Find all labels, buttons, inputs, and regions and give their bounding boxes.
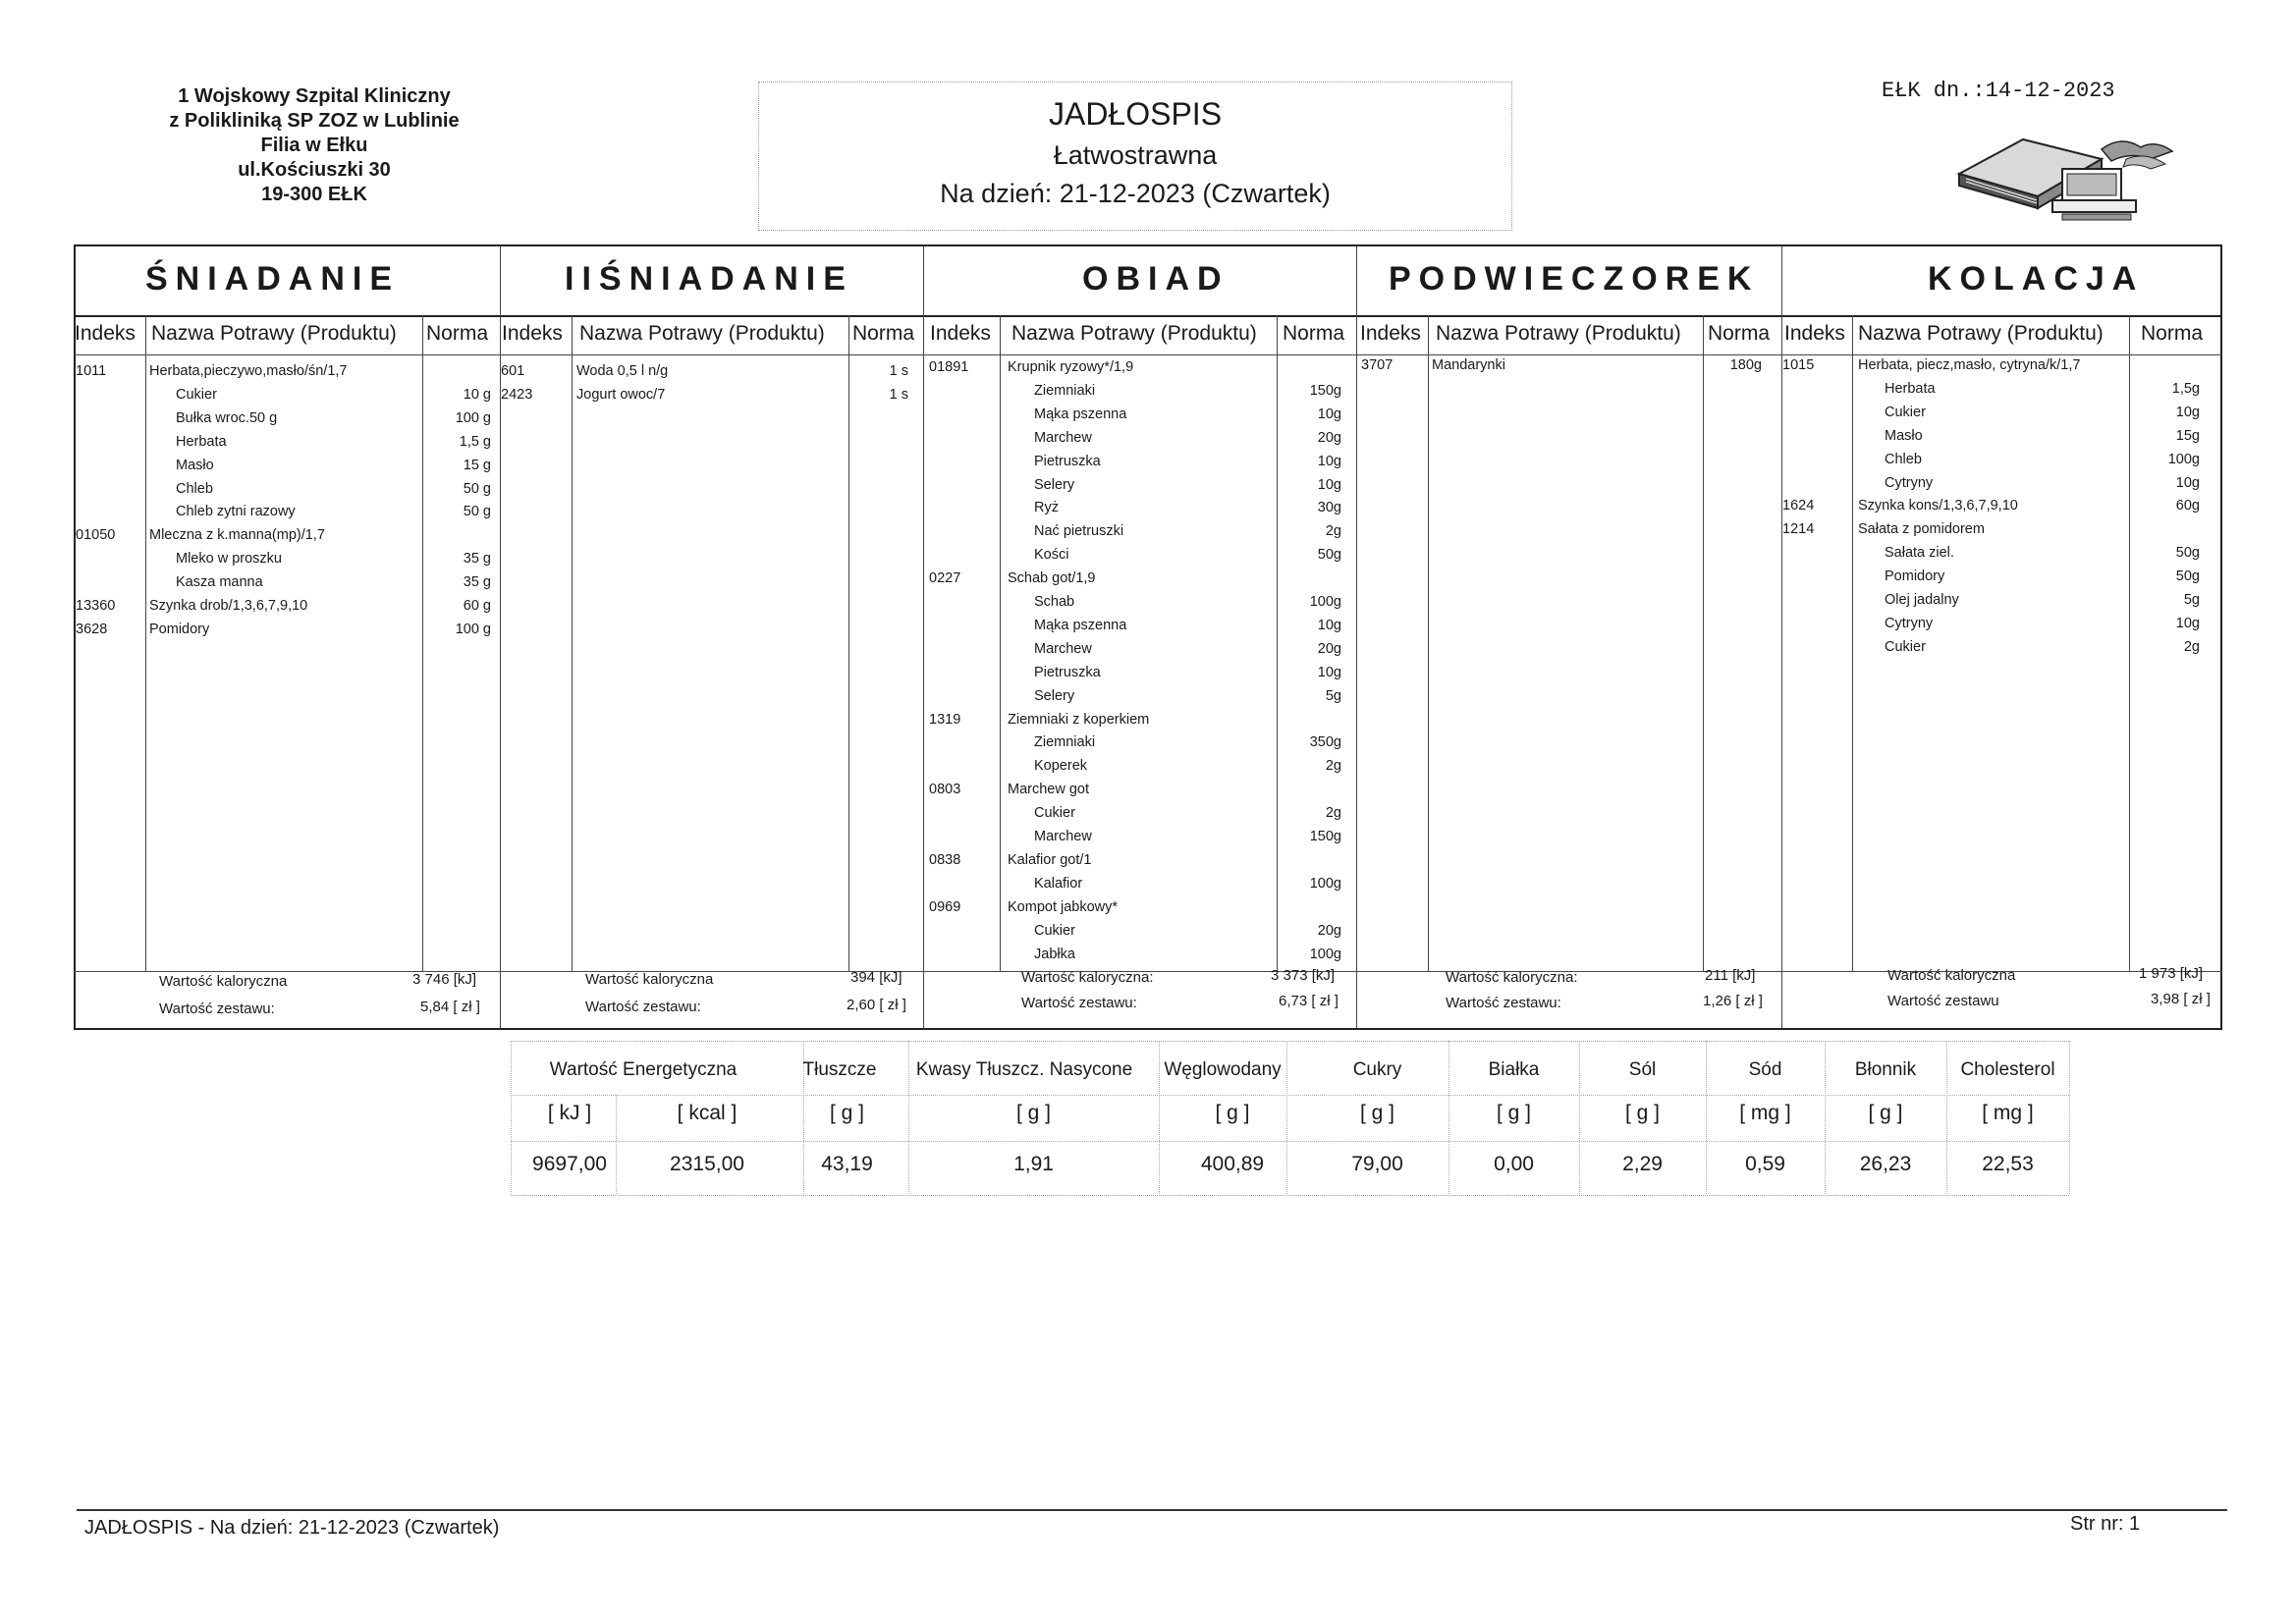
col-header-name: Nazwa Potrawy (Produktu) xyxy=(1011,322,1257,345)
dish-name: Herbata, piecz,masło, cytryna/k/1,7 xyxy=(1858,357,2081,373)
cost-label: Wartość zestawu: xyxy=(1446,995,1561,1011)
nutr-value-fiber: 26,23 xyxy=(1859,1153,1912,1175)
dish-name: Kompot jabkowy* xyxy=(1008,899,1119,915)
row-norm: 30g xyxy=(1317,500,1341,515)
nutr-unit: [ mg ] xyxy=(1982,1102,2034,1124)
ingredient-name: Cukier xyxy=(1885,639,1926,655)
row-norm: 20g xyxy=(1317,641,1341,657)
ingredient-name: Pietruszka xyxy=(1034,454,1101,469)
nutr-value-fat: 43,19 xyxy=(821,1153,873,1175)
row-norm: 10 g xyxy=(463,387,491,403)
ingredient-name: Cytryny xyxy=(1885,616,1934,631)
nutr-unit: [ g ] xyxy=(1015,1102,1052,1124)
ingredient-name: Marchew xyxy=(1034,641,1092,657)
row-index: 0838 xyxy=(929,852,961,868)
kcal-label: Wartość kaloryczna xyxy=(1887,967,2016,984)
col-header-index: Indeks xyxy=(1360,322,1421,345)
row-norm: 2g xyxy=(1325,758,1341,774)
row-norm: 60g xyxy=(2175,498,2200,514)
row-norm: 15g xyxy=(2175,428,2200,444)
row-norm: 10g xyxy=(1317,406,1341,422)
ingredient-name: Cukier xyxy=(1885,405,1926,420)
row-norm: 35 g xyxy=(463,574,491,590)
row-norm: 10g xyxy=(1317,618,1341,633)
row-norm: 150g xyxy=(1309,829,1341,844)
ingredient-name: Cukier xyxy=(176,387,217,403)
kcal-value: 3 373 [kJ] xyxy=(1271,967,1336,984)
nutr-unit: [ g ] xyxy=(1868,1102,1903,1124)
dish-name: Schab got/1,9 xyxy=(1008,570,1096,586)
title-box xyxy=(758,81,1512,231)
nutr-unit: [ g ] xyxy=(1215,1102,1250,1124)
ingredient-name: Chleb xyxy=(176,481,213,497)
row-norm: 50g xyxy=(2175,545,2200,561)
row-norm: 1 s xyxy=(889,387,908,403)
row-norm: 35 g xyxy=(463,551,491,567)
footer-divider xyxy=(77,1509,2227,1511)
row-norm: 10g xyxy=(2175,405,2200,420)
kcal-value: 3 746 [kJ] xyxy=(412,971,477,988)
cost-label: Wartość zestawu xyxy=(1887,993,1999,1009)
dish-name: Mandarynki xyxy=(1432,357,1505,373)
row-norm: 50 g xyxy=(463,504,491,519)
ingredient-name: Cytryny xyxy=(1885,475,1934,491)
nutr-header-cholesterol: Cholesterol xyxy=(1960,1059,2055,1080)
nutr-header-energy: Wartość Energetyczna xyxy=(549,1059,738,1080)
cost-label: Wartość zestawu: xyxy=(585,999,701,1015)
ingredient-name: Schab xyxy=(1034,594,1075,610)
row-norm: 100g xyxy=(2167,452,2200,467)
row-index: 13360 xyxy=(76,598,116,614)
row-index: 1624 xyxy=(1782,498,1815,514)
row-norm: 10g xyxy=(2175,475,2200,491)
row-norm: 100g xyxy=(1309,594,1341,610)
nutr-value-sugars: 79,00 xyxy=(1351,1153,1403,1175)
col-header-name: Nazwa Potrawy (Produktu) xyxy=(1436,322,1681,345)
col-header-name: Nazwa Potrawy (Produktu) xyxy=(151,322,397,345)
cost-value: 1,26 [ zł ] xyxy=(1703,993,1763,1009)
menu-date: Na dzień: 21-12-2023 (Czwartek) xyxy=(940,179,1331,208)
kcal-label: Wartość kaloryczna: xyxy=(1021,969,1154,986)
row-norm: 10g xyxy=(1317,454,1341,469)
nutr-header-protein: Białka xyxy=(1488,1059,1540,1080)
dish-name: Pomidory xyxy=(149,622,210,637)
ingredient-name: Ziemniaki xyxy=(1034,734,1096,750)
hospital-line3: Filia w Ełku xyxy=(260,135,368,156)
kcal-label: Wartość kaloryczna xyxy=(159,973,288,990)
nutr-header-saturated: Kwasy Tłuszcz. Nasycone xyxy=(915,1059,1133,1080)
ingredient-name: Marchew xyxy=(1034,430,1092,446)
meal-title-obiad: OBIAD xyxy=(1082,260,1230,298)
kcal-label: Wartość kaloryczna xyxy=(585,971,714,988)
ingredient-name: Kości xyxy=(1034,547,1069,563)
row-norm: 20g xyxy=(1317,430,1341,446)
ingredient-name: Masło xyxy=(176,458,214,473)
meal-title-kolacja: KOLACJA xyxy=(1928,260,2145,298)
ingredient-name: Mąka pszenna xyxy=(1034,406,1127,422)
ingredient-name: Herbata xyxy=(176,434,227,450)
dish-name: Herbata,pieczywo,masło/śn/1,7 xyxy=(149,363,348,379)
col-header-index: Indeks xyxy=(502,322,563,345)
row-norm: 2g xyxy=(1325,805,1341,821)
nutr-value-cholesterol: 22,53 xyxy=(1982,1153,2034,1175)
ingredient-name: Sałata ziel. xyxy=(1885,545,1954,561)
row-norm: 5g xyxy=(1325,688,1341,704)
row-index: 3707 xyxy=(1361,357,1394,373)
kcal-value: 211 [kJ] xyxy=(1705,967,1756,984)
kcal-value: 394 [kJ] xyxy=(850,969,902,986)
cost-label: Wartość zestawu: xyxy=(1021,995,1137,1011)
ingredient-name: Selery xyxy=(1034,477,1075,493)
dish-name: Mleczna z k.manna(mp)/1,7 xyxy=(149,527,325,543)
cost-value: 3,98 [ zł ] xyxy=(2151,991,2211,1007)
hospital-line5: 19-300 EŁK xyxy=(261,184,367,205)
nutr-header-carbs: Węglowodany xyxy=(1164,1059,1282,1080)
row-norm: 100g xyxy=(1309,876,1341,892)
row-norm: 50g xyxy=(1317,547,1341,563)
row-norm: 350g xyxy=(1309,734,1341,750)
dish-name: Szynka kons/1,3,6,7,9,10 xyxy=(1858,498,2018,514)
dish-name: Szynka drob/1,3,6,7,9,10 xyxy=(149,598,308,614)
cost-value: 6,73 [ zł ] xyxy=(1279,993,1339,1009)
row-norm: 1,5g xyxy=(2171,381,2200,397)
row-norm: 150g xyxy=(1309,383,1341,399)
row-index: 0227 xyxy=(929,570,961,586)
col-header-index: Indeks xyxy=(1784,322,1845,345)
nutr-unit: [ mg ] xyxy=(1739,1102,1791,1124)
book-computer-icon xyxy=(1954,130,2180,228)
nutr-header-salt: Sól xyxy=(1628,1059,1657,1080)
row-index: 0803 xyxy=(929,782,961,797)
row-norm: 50g xyxy=(2175,568,2200,584)
nutr-value-kcal: 2315,00 xyxy=(670,1153,744,1175)
ingredient-name: Koperek xyxy=(1034,758,1088,774)
row-norm: 2g xyxy=(1325,523,1341,539)
cost-value: 5,84 [ zł ] xyxy=(420,999,480,1015)
nutr-value-kj: 9697,00 xyxy=(532,1153,607,1175)
dish-name: Sałata z pomidorem xyxy=(1858,521,1985,537)
nutr-unit: [ g ] xyxy=(1624,1102,1661,1124)
ingredient-name: Pomidory xyxy=(1885,568,1945,584)
row-index: 601 xyxy=(501,363,525,379)
row-index: 2423 xyxy=(501,387,533,403)
row-norm: 1,5 g xyxy=(459,434,491,450)
nutr-header-fiber: Błonnik xyxy=(1854,1059,1917,1080)
meal-title-iisniadanie: IIŚNIADANIE xyxy=(565,260,853,298)
ingredient-name: Cukier xyxy=(1034,923,1075,939)
ingredient-name: Chleb xyxy=(1885,452,1922,467)
row-norm: 10g xyxy=(1317,665,1341,680)
row-norm: 10g xyxy=(2175,616,2200,631)
ingredient-name: Kalafior xyxy=(1034,876,1083,892)
ingredient-name: Herbata xyxy=(1885,381,1936,397)
col-header-norm: Norma xyxy=(1283,322,1345,345)
ingredient-name: Mąka pszenna xyxy=(1034,618,1127,633)
nutr-unit: [ g ] xyxy=(1496,1102,1532,1124)
row-norm: 1 s xyxy=(889,363,908,379)
row-norm: 60 g xyxy=(463,598,491,614)
row-norm: 50 g xyxy=(463,481,491,497)
nutr-value-salt: 2,29 xyxy=(1622,1153,1663,1175)
ingredient-name: Jabłka xyxy=(1034,947,1075,962)
ingredient-name: Cukier xyxy=(1034,805,1075,821)
dish-name: Krupnik ryzowy*/1,9 xyxy=(1008,359,1134,375)
row-norm: 15 g xyxy=(463,458,491,473)
ingredient-name: Chleb zytni razowy xyxy=(176,504,296,519)
ingredient-name: Nać pietruszki xyxy=(1034,523,1124,539)
ingredient-name: Ryż xyxy=(1034,500,1059,515)
kcal-label: Wartość kaloryczna: xyxy=(1446,969,1578,986)
issue-date: EŁK dn.:14-12-2023 xyxy=(1882,79,2115,103)
cost-label: Wartość zestawu: xyxy=(159,1001,275,1017)
page-number: Str nr: 1 xyxy=(2070,1513,2141,1535)
nutr-header-sugars: Cukry xyxy=(1352,1059,1402,1080)
dish-name: Marchew got xyxy=(1008,782,1090,797)
nutr-value-protein: 0,00 xyxy=(1494,1153,1534,1175)
ingredient-name: Selery xyxy=(1034,688,1075,704)
row-index: 1011 xyxy=(76,363,107,379)
ingredient-name: Pietruszka xyxy=(1034,665,1101,680)
ingredient-name: Bułka wroc.50 g xyxy=(176,410,278,426)
nutr-unit: [ kJ ] xyxy=(547,1102,592,1124)
dish-name: Kalafior got/1 xyxy=(1008,852,1092,868)
row-index: 0969 xyxy=(929,899,961,915)
hospital-line4: ul.Kościuszki 30 xyxy=(238,159,391,181)
nutr-unit: [ g ] xyxy=(829,1102,865,1124)
nutr-header-sodium: Sód xyxy=(1748,1059,1782,1080)
row-norm: 2g xyxy=(2183,639,2200,655)
ingredient-name: Olej jadalny xyxy=(1885,592,1959,608)
row-norm: 100 g xyxy=(455,410,491,426)
row-norm: 180g xyxy=(1729,357,1762,373)
footer-date: JADŁOSPIS - Na dzień: 21-12-2023 (Czwartek) xyxy=(84,1517,500,1539)
row-index: 01891 xyxy=(929,359,969,375)
meal-title-sniadanie: ŚNIADANIE xyxy=(145,260,401,298)
dish-name: Ziemniaki z koperkiem xyxy=(1008,712,1150,728)
row-index: 1319 xyxy=(929,712,961,728)
row-index: 1015 xyxy=(1782,357,1815,373)
col-header-index: Indeks xyxy=(75,322,136,345)
hospital-line2: z Polikliniką SP ZOZ w Lublinie xyxy=(169,110,460,132)
row-index: 1214 xyxy=(1782,521,1815,537)
row-index: 3628 xyxy=(76,622,108,637)
dish-name: Woda 0,5 l n/g xyxy=(576,363,669,379)
row-norm: 100g xyxy=(1309,947,1341,962)
col-header-name: Nazwa Potrawy (Produktu) xyxy=(579,322,825,345)
nutr-value-carbs: 400,89 xyxy=(1200,1153,1265,1175)
row-norm: 20g xyxy=(1317,923,1341,939)
nutr-value-sodium: 0,59 xyxy=(1745,1153,1785,1175)
col-header-norm: Norma xyxy=(426,322,489,345)
ingredient-name: Kasza manna xyxy=(176,574,263,590)
col-header-index: Indeks xyxy=(930,322,991,345)
diet-name: Łatwostrawna xyxy=(1053,140,1218,170)
ingredient-name: Marchew xyxy=(1034,829,1092,844)
ingredient-name: Masło xyxy=(1885,428,1923,444)
cost-value: 2,60 [ zł ] xyxy=(847,997,906,1013)
nutr-header-fat: Tłuszcze xyxy=(802,1059,877,1080)
kcal-value: 1 973 [kJ] xyxy=(2139,965,2204,982)
col-header-norm: Norma xyxy=(2141,322,2204,345)
ingredient-name: Mleko w proszku xyxy=(176,551,282,567)
col-header-norm: Norma xyxy=(852,322,915,345)
row-norm: 100 g xyxy=(455,622,491,637)
col-header-name: Nazwa Potrawy (Produktu) xyxy=(1858,322,2104,345)
nutr-unit: [ g ] xyxy=(1359,1102,1395,1124)
row-index: 01050 xyxy=(76,527,116,543)
nutr-unit: [ kcal ] xyxy=(677,1102,738,1124)
hospital-address xyxy=(118,84,511,207)
hospital-line1: 1 Wojskowy Szpital Kliniczny xyxy=(178,85,451,107)
meal-title-podwieczorek: PODWIECZOREK xyxy=(1389,260,1760,298)
dish-name: Jogurt owoc/7 xyxy=(576,387,666,403)
col-header-norm: Norma xyxy=(1708,322,1771,345)
ingredient-name: Ziemniaki xyxy=(1034,383,1096,399)
nutr-value-saturated: 1,91 xyxy=(1013,1153,1054,1175)
row-norm: 10g xyxy=(1317,477,1341,493)
row-norm: 5g xyxy=(2183,592,2200,608)
page-title: JADŁOSPIS xyxy=(1048,96,1223,132)
